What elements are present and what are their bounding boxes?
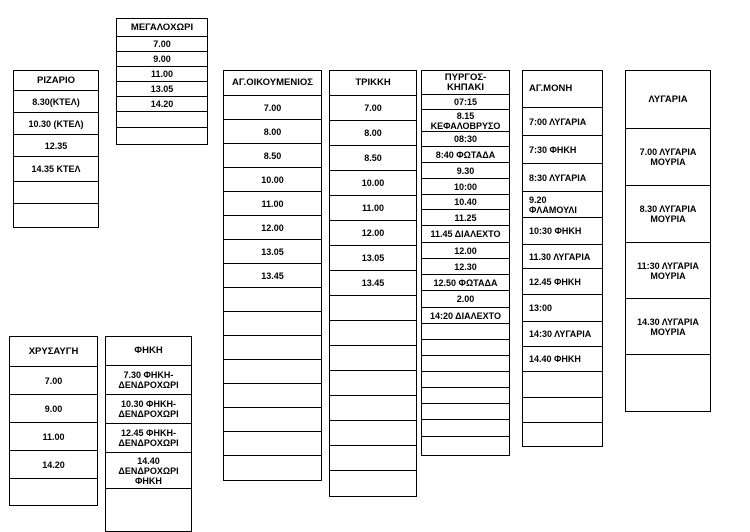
schedule-row (330, 471, 416, 496)
schedule-row: 10:00 (422, 179, 509, 195)
schedule-row: 8.00 (224, 120, 321, 144)
schedule-row (224, 384, 321, 408)
table-header-fiki: ΦΗΚΗ (106, 337, 191, 366)
schedule-row: 11.00 (224, 192, 321, 216)
schedule-table-rizario (13, 70, 99, 228)
schedule-row (330, 446, 416, 471)
schedule-row: 13.05 (117, 82, 207, 97)
schedule-row (422, 356, 509, 372)
schedule-row: 12.00 (330, 221, 416, 246)
schedule-row: 11.00 (10, 423, 97, 451)
schedule-row: 7:30 ΦΗΚΗ (523, 136, 602, 164)
schedule-row: 9.20 ΦΛΑΜΟΥΛΙ (523, 192, 602, 218)
schedule-row: 14.40 ΦΗΚΗ (523, 347, 602, 372)
schedule-table-lygaria (625, 70, 711, 412)
schedule-row: 7.00 (10, 367, 97, 395)
schedule-row (14, 182, 98, 204)
schedule-table-megalochori (116, 18, 208, 145)
schedule-row: 12.00 (224, 216, 321, 240)
schedule-row (330, 396, 416, 421)
schedule-row (224, 288, 321, 312)
schedule-row: 14.40 ΔΕΝΔΡΟΧΩΡΙ ΦΗΚΗ (106, 453, 191, 489)
schedule-row: 11.00 (117, 67, 207, 82)
schedule-row: 8.00 (330, 121, 416, 146)
schedule-row (523, 423, 602, 446)
schedule-row (10, 479, 97, 505)
table-header-ag-moni: ΑΓ.ΜΟΝΗ (523, 71, 602, 108)
schedule-row: 12.00 (422, 243, 509, 259)
schedule-row: 08:30 (422, 132, 509, 147)
schedule-row: 8.50 (224, 144, 321, 168)
schedule-row: 9.00 (117, 52, 207, 67)
schedule-row: 10.00 (330, 171, 416, 196)
schedule-row (224, 312, 321, 336)
schedule-row (422, 420, 509, 437)
schedule-row: 13:00 (523, 295, 602, 322)
schedule-table-chrysavgi (9, 336, 98, 506)
schedule-table-trikki (329, 70, 417, 497)
schedule-row: 14:30 ΛΥΓΑΡΙΑ (523, 322, 602, 347)
table-header-ag-oikoumenios: ΑΓ.ΟΙΚΟΥΜΕΝΙΟΣ (224, 71, 321, 96)
schedule-row: 13.05 (224, 240, 321, 264)
table-header-pyrgos-kipaki: ΠΥΡΓΟΣ- ΚΗΠΑΚΙ (422, 71, 509, 95)
schedule-row: 11.45 ΔΙΑΛΕΧΤΟ (422, 226, 509, 243)
schedule-row (224, 432, 321, 456)
schedule-row: 14.30 ΛΥΓΑΡΙΑ ΜΟΥΡΙΑ (626, 299, 710, 355)
table-header-rizario: ΡΙΖΑΡΙΟ (14, 71, 98, 91)
schedule-row: 8.15 ΚΕΦΑΛΟΒΡΥΣΟ (422, 110, 509, 132)
schedule-row: 10.40 (422, 195, 509, 210)
schedule-row: 14.35 ΚΤΕΛ (14, 157, 98, 182)
schedule-row (224, 408, 321, 432)
schedule-row (523, 372, 602, 398)
schedule-row (422, 404, 509, 420)
schedule-row: 2.00 (422, 291, 509, 308)
schedule-row: 12.35 (14, 135, 98, 157)
schedule-row: 10:30 ΦΗΚΗ (523, 218, 602, 245)
schedule-row (330, 371, 416, 396)
schedule-row (422, 340, 509, 356)
schedule-row: 11.25 (422, 210, 509, 226)
schedule-row: 11.30 ΛΥΓΑΡΙΑ (523, 245, 602, 269)
schedule-table-ag-moni (522, 70, 603, 447)
schedule-row: 14.20 (10, 451, 97, 479)
schedule-row: 8.30 ΛΥΓΑΡΙΑ ΜΟΥΡΙΑ (626, 186, 710, 243)
schedule-row (224, 336, 321, 360)
schedule-row (330, 421, 416, 446)
schedule-row (330, 346, 416, 371)
schedule-row: 12.50 ΦΩΤΑΔΑ (422, 275, 509, 291)
schedule-row: 14:20 ΔΙΑΛΕΧΤΟ (422, 308, 509, 324)
schedule-row: 7.30 ΦΗΚΗ- ΔΕΝΔΡΟΧΩΡΙ (106, 366, 191, 395)
schedule-row: 7.00 (117, 37, 207, 52)
schedule-row (626, 355, 710, 411)
schedule-table-fiki (105, 336, 192, 532)
schedule-row: 13.45 (330, 271, 416, 296)
schedule-row (330, 296, 416, 321)
schedule-row: 12.45 ΦΗΚΗ (523, 269, 602, 295)
schedule-row: 7.00 (224, 96, 321, 120)
schedule-row: 13.45 (224, 264, 321, 288)
schedule-row: 7.00 ΛΥΓΑΡΙΑ ΜΟΥΡΙΑ (626, 129, 710, 186)
table-header-chrysavgi: ΧΡΥΣΑΥΓΗ (10, 337, 97, 367)
schedule-row (422, 437, 509, 455)
schedule-row: 8:40 ΦΩΤΑΔΑ (422, 147, 509, 163)
schedule-row: 8.50 (330, 146, 416, 171)
schedule-row (224, 360, 321, 384)
schedule-row: 10.30 (ΚΤΕΛ) (14, 113, 98, 135)
schedule-row (330, 321, 416, 346)
schedule-row: 10.00 (224, 168, 321, 192)
table-header-trikki: ΤΡΙΚΚΗ (330, 71, 416, 96)
schedule-table-ag-oikoumenios (223, 70, 322, 481)
table-header-megalochori: ΜΕΓΑΛΟΧΩΡΙ (117, 19, 207, 37)
schedule-row: 7.00 (330, 96, 416, 121)
schedule-row: 12.45 ΦΗΚΗ- ΔΕΝΔΡΟΧΩΡΙ (106, 424, 191, 453)
schedule-row (523, 398, 602, 423)
schedule-row (106, 489, 191, 531)
schedule-row: 11.00 (330, 196, 416, 221)
schedule-row: 9.00 (10, 395, 97, 423)
schedule-row (224, 456, 321, 480)
schedule-table-pyrgos-kipaki (421, 70, 510, 456)
schedule-row (14, 204, 98, 227)
table-header-lygaria: ΛΥΓΑΡΙΑ (626, 71, 710, 129)
schedule-row: 07:15 (422, 95, 509, 110)
schedule-row (422, 324, 509, 340)
schedule-row: 13.05 (330, 246, 416, 271)
schedule-row: 8:30 ΛΥΓΑΡΙΑ (523, 164, 602, 192)
schedule-row (117, 128, 207, 144)
schedule-row (422, 372, 509, 388)
schedule-row (422, 388, 509, 404)
schedule-row: 9.30 (422, 163, 509, 179)
schedule-row: 8.30(ΚΤΕΛ) (14, 91, 98, 113)
schedule-row: 7:00 ΛΥΓΑΡΙΑ (523, 108, 602, 136)
schedule-row: 10.30 ΦΗΚΗ- ΔΕΝΔΡΟΧΩΡΙ (106, 395, 191, 424)
schedule-row (117, 112, 207, 128)
schedule-row: 11:30 ΛΥΓΑΡΙΑ ΜΟΥΡΙΑ (626, 243, 710, 299)
schedule-row: 12.30 (422, 259, 509, 275)
schedule-row: 14.20 (117, 97, 207, 112)
